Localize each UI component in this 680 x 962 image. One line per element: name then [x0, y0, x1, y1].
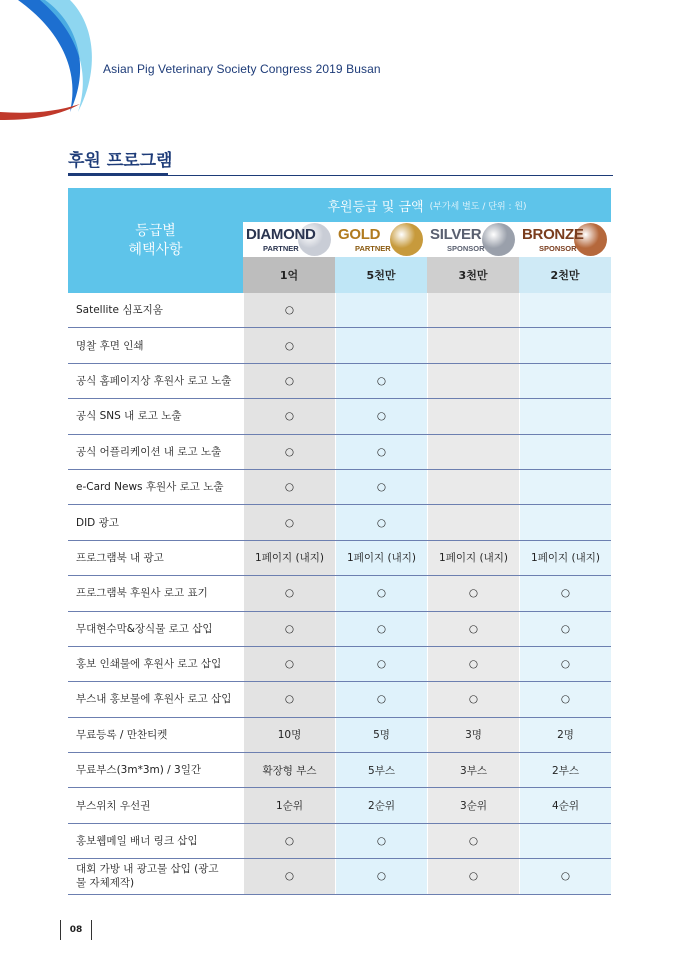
benefit-cell: ○ [243, 647, 335, 681]
benefit-label: 홍보 인쇄물에 후원사 로고 삽입 [76, 658, 222, 671]
benefit-label: 홍보웹메일 배너 링크 삽입 [76, 835, 198, 848]
benefit-cell: ○ [335, 364, 427, 398]
benefit-label: 공식 홈페이지상 후원사 로고 노출 [76, 374, 232, 387]
benefit-label: 무료등록 / 만찬티켓 [76, 728, 168, 741]
benefit-cell [519, 470, 611, 504]
benefit-cell: ○ [243, 293, 335, 327]
benefit-cell [427, 505, 519, 539]
table-row [68, 399, 611, 434]
sponsorship-table [68, 188, 611, 895]
benefit-cell: 1페이지 (내지) [427, 541, 519, 575]
benefit-cell: 2순위 [335, 788, 427, 822]
table-row [68, 470, 611, 505]
benefit-cell [519, 824, 611, 858]
table-row [68, 824, 611, 859]
tier-amount: 1억 [243, 257, 335, 293]
benefit-cell: ○ [427, 859, 519, 893]
benefit-label: DID 광고 [76, 516, 119, 529]
benefit-cell: 3순위 [427, 788, 519, 822]
benefit-label: 부스위치 우선권 [76, 799, 151, 812]
benefit-cell: 확장형 부스 [243, 753, 335, 787]
benefit-label: 공식 어플리케이션 내 로고 노출 [76, 445, 222, 458]
benefit-cell [427, 435, 519, 469]
table-row [68, 859, 611, 894]
benefit-cell [519, 435, 611, 469]
benefit-cell: ○ [519, 612, 611, 646]
benefit-cell: ○ [243, 612, 335, 646]
tier-amount: 3천만 [427, 257, 519, 293]
benefit-cell: ○ [243, 505, 335, 539]
table-row [68, 682, 611, 717]
table-row [68, 753, 611, 788]
page-title: 후원 프로그램 [68, 151, 173, 171]
tier-name: GOLD [338, 226, 381, 243]
table-row [68, 505, 611, 540]
benefit-cell: ○ [243, 682, 335, 716]
tier-name: BRONZE [522, 226, 584, 243]
benefit-cell: ○ [243, 328, 335, 362]
benefit-cell: 1순위 [243, 788, 335, 822]
tier-badges [243, 222, 611, 257]
title-underline [68, 173, 168, 176]
benefit-cell [427, 293, 519, 327]
tier-amounts [243, 257, 611, 293]
benefit-cell [519, 399, 611, 433]
benefit-cell: 10명 [243, 718, 335, 752]
table-row [68, 328, 611, 363]
table-row [68, 293, 611, 328]
benefit-cell: 1페이지 (내지) [519, 541, 611, 575]
benefit-cell: ○ [335, 399, 427, 433]
tier-kind: SPONSOR [539, 244, 577, 253]
table-row [68, 718, 611, 753]
table-row [68, 364, 611, 399]
tier-amount: 2천만 [519, 257, 611, 293]
benefit-cell: ○ [335, 576, 427, 610]
benefit-cell: ○ [427, 647, 519, 681]
benefit-cell [519, 505, 611, 539]
table-row [68, 647, 611, 682]
tier-badge-diamond [243, 222, 335, 257]
benefit-label: 무대현수막&장식물 로고 삽입 [76, 622, 213, 635]
benefit-cell: ○ [427, 824, 519, 858]
benefit-cell: ○ [335, 647, 427, 681]
benefit-cell: ○ [243, 859, 335, 893]
benefit-cell [335, 293, 427, 327]
benefit-cell: 3명 [427, 718, 519, 752]
benefit-cell: ○ [243, 576, 335, 610]
benefit-cell: 4순위 [519, 788, 611, 822]
benefit-cell: ○ [243, 364, 335, 398]
grade-note: (부가세 별도 / 단위 : 원) [429, 201, 527, 212]
benefit-label: 프로그램북 내 광고 [76, 551, 164, 564]
benefit-label: Satellite 심포지움 [76, 304, 163, 317]
table-header [68, 188, 611, 293]
benefit-cell: ○ [243, 399, 335, 433]
tier-medal-icon [482, 223, 515, 256]
benefit-cell [427, 328, 519, 362]
benefit-cell [519, 328, 611, 362]
benefit-cell: 1페이지 (내지) [243, 541, 335, 575]
benefit-cell [519, 364, 611, 398]
benefit-cell: ○ [427, 682, 519, 716]
benefit-cell: ○ [519, 682, 611, 716]
benefit-cell: ○ [335, 435, 427, 469]
benefit-cell: ○ [243, 435, 335, 469]
tier-badge-gold [335, 222, 427, 257]
corner-label-line1: 등급별 [135, 222, 176, 239]
grade-title: 후원등급 및 금액 [327, 199, 424, 215]
benefit-cell [335, 328, 427, 362]
benefit-cell: ○ [243, 824, 335, 858]
benefit-cell: 5부스 [335, 753, 427, 787]
benefit-cell: 1페이지 (내지) [335, 541, 427, 575]
corner-label-line2: 혜택사항 [128, 241, 183, 258]
benefit-label: e-Card News 후원사 로고 노출 [76, 481, 224, 494]
benefit-cell: ○ [519, 576, 611, 610]
tier-name: DIAMOND [246, 226, 316, 243]
corner-header [68, 188, 243, 293]
conference-title: Asian Pig Veterinary Society Congress 2019 Busan [103, 62, 381, 76]
benefit-cell: ○ [335, 505, 427, 539]
benefit-cell: 2명 [519, 718, 611, 752]
benefit-cell: ○ [335, 682, 427, 716]
decorative-swoosh [0, 0, 110, 120]
benefit-cell: 3부스 [427, 753, 519, 787]
table-row [68, 435, 611, 470]
table-row [68, 576, 611, 611]
table-row [68, 541, 611, 576]
tier-name: SILVER [430, 226, 482, 243]
table-row [68, 788, 611, 823]
benefit-label: 공식 SNS 내 로고 노출 [76, 410, 182, 423]
table-row [68, 612, 611, 647]
page-number: 08 [60, 920, 92, 940]
tier-badge-silver [427, 222, 519, 257]
benefit-cell: ○ [335, 824, 427, 858]
benefit-cell: ○ [427, 576, 519, 610]
tier-kind: PARTNER [355, 244, 391, 253]
benefit-rows [68, 293, 611, 895]
tier-medal-icon [390, 223, 423, 256]
benefit-cell [427, 364, 519, 398]
benefit-label: 부스내 홍보물에 후원사 로고 삽입 [76, 693, 232, 706]
benefit-cell: ○ [519, 859, 611, 893]
benefit-cell: 5명 [335, 718, 427, 752]
tier-badge-bronze [519, 222, 611, 257]
benefit-label: 명찰 후면 인쇄 [76, 339, 144, 352]
benefit-cell: ○ [243, 470, 335, 504]
benefit-cell: ○ [519, 647, 611, 681]
benefit-cell [427, 470, 519, 504]
tier-kind: SPONSOR [447, 244, 485, 253]
tier-amount: 5천만 [335, 257, 427, 293]
tier-kind: PARTNER [263, 244, 299, 253]
benefit-cell: ○ [335, 470, 427, 504]
benefit-cell: ○ [335, 859, 427, 893]
benefit-cell: 2부스 [519, 753, 611, 787]
grade-header [243, 188, 611, 222]
benefit-cell: ○ [335, 612, 427, 646]
benefit-cell [519, 293, 611, 327]
benefit-cell: ○ [427, 612, 519, 646]
benefit-label: 무료부스(3m*3m) / 3일간 [76, 764, 202, 777]
benefit-cell [427, 399, 519, 433]
benefit-label: 대회 가방 내 광고물 삽입 (광고물 자체제작) [76, 863, 219, 890]
benefit-label: 프로그램북 후원사 로고 표기 [76, 587, 208, 600]
